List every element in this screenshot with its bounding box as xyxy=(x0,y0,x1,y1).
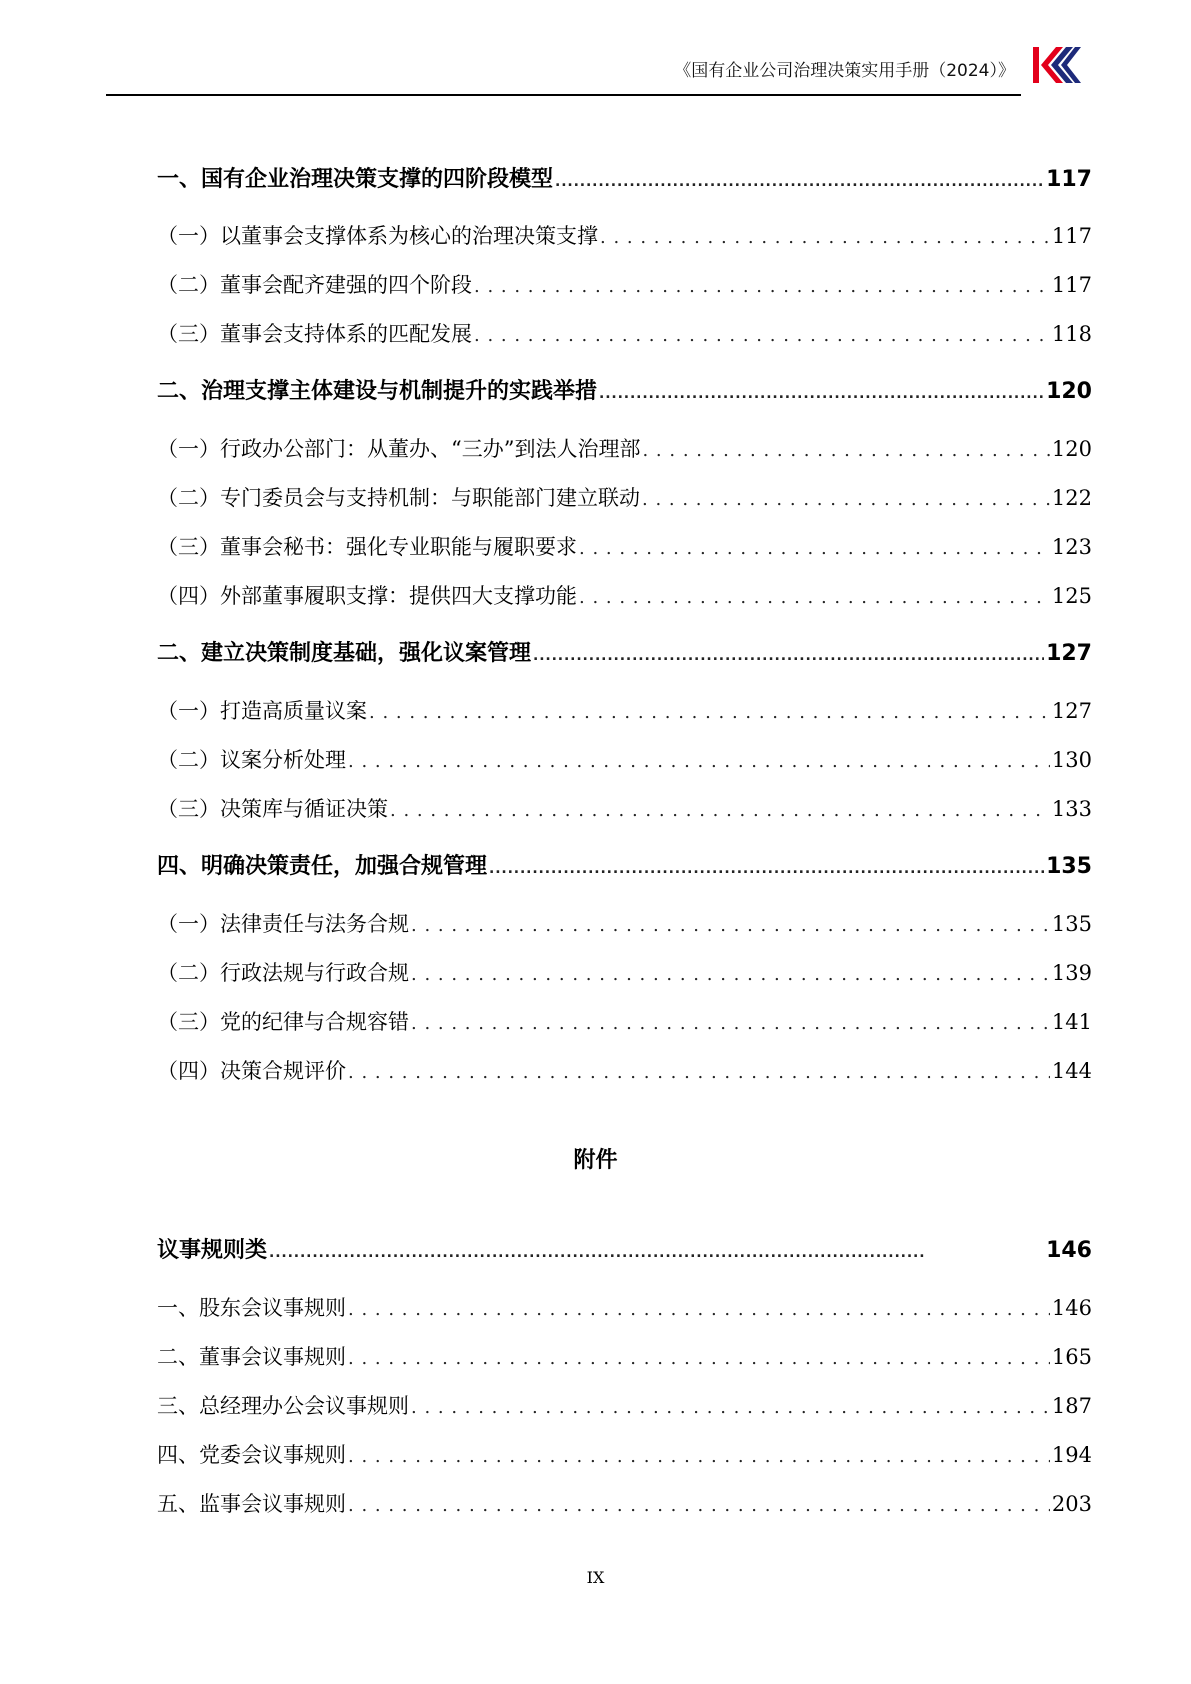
toc-entry-text: 二、董事会议事规则 xyxy=(157,1345,346,1369)
toc-leader-dots xyxy=(474,325,1050,346)
toc-leader-dots xyxy=(411,964,1050,985)
toc-leader-dots xyxy=(269,1245,1044,1261)
toc-leader-dots xyxy=(600,227,1050,248)
annex-entry[interactable] xyxy=(157,1390,1092,1420)
toc-leader-dots xyxy=(348,1446,1050,1467)
toc-entry-text: （二）专门委员会与支持机制：与职能部门建立联动 xyxy=(157,486,640,510)
toc-entry-page: 118 xyxy=(1051,322,1092,346)
toc-leader-dots xyxy=(579,538,1050,559)
toc-entry-text: （二）行政法规与行政合规 xyxy=(157,961,409,985)
toc-leader-dots xyxy=(369,702,1050,723)
toc-leader-dots xyxy=(411,915,1050,936)
toc-leader-dots xyxy=(348,751,1050,772)
toc-entry-page: 133 xyxy=(1051,797,1092,821)
logo-bar xyxy=(1033,47,1039,83)
toc-entry-page: 187 xyxy=(1051,1394,1092,1418)
running-header-title: 《国有企业公司治理决策实用手册（2024）》 xyxy=(674,61,1015,81)
toc-entry-page: 194 xyxy=(1051,1443,1092,1467)
toc-entry-section[interactable] xyxy=(157,793,1092,823)
toc-entry-page: 146 xyxy=(1046,1238,1092,1263)
toc-leader-dots xyxy=(411,1397,1050,1418)
toc-entry-section[interactable] xyxy=(157,695,1092,725)
toc-entry-section[interactable] xyxy=(157,1006,1092,1036)
toc-entry-text: 二、建立决策制度基础，强化议案管理 xyxy=(157,641,532,666)
toc-entry-text: 一、股东会议事规则 xyxy=(157,1296,346,1320)
toc-entry-text: 一、国有企业治理决策支撑的四阶段模型 xyxy=(157,167,554,192)
toc-entry-text: 议事规则类 xyxy=(157,1238,268,1263)
toc-entry-text: （四）外部董事履职支撑：提供四大支撑功能 xyxy=(157,584,577,608)
annex-entry[interactable] xyxy=(157,1488,1092,1518)
toc-entry-page: 117 xyxy=(1046,167,1092,192)
toc-entry-text: 五、监事会议事规则 xyxy=(157,1492,346,1516)
toc-entry-page: 130 xyxy=(1051,748,1092,772)
toc-entry-text: （一）行政办公部门：从董办、“三办”到法人治理部 xyxy=(157,437,641,461)
toc-entry-section[interactable] xyxy=(157,269,1092,299)
toc-entry-page: 127 xyxy=(1046,641,1092,666)
toc-entry-page: 165 xyxy=(1051,1345,1092,1369)
toc-entry-page: 139 xyxy=(1051,961,1092,985)
toc-entry-text: 二、治理支撑主体建设与机制提升的实践举措 xyxy=(157,379,598,404)
toc-entry-section[interactable] xyxy=(157,318,1092,348)
page-number: IX xyxy=(586,1568,605,1587)
toc-leader-dots xyxy=(348,1299,1050,1320)
toc-leader-dots xyxy=(348,1495,1050,1516)
toc-leader-dots xyxy=(474,276,1050,297)
toc-entry-text: 三、总经理办公会议事规则 xyxy=(157,1394,409,1418)
toc-entry-page: 135 xyxy=(1046,854,1092,879)
toc-entry-chapter[interactable] xyxy=(157,162,1092,193)
toc-entry-section[interactable] xyxy=(157,957,1092,987)
toc-entry-section[interactable] xyxy=(157,580,1092,610)
toc-entry-text: （三）董事会支持体系的匹配发展 xyxy=(157,322,472,346)
toc-entry-section[interactable] xyxy=(157,1055,1092,1085)
toc-entry-text: （三）董事会秘书：强化专业职能与履职要求 xyxy=(157,535,577,559)
annex-entry[interactable] xyxy=(157,1292,1092,1322)
toc-entry-text: （一）法律责任与法务合规 xyxy=(157,912,409,936)
toc-entry-chapter[interactable] xyxy=(157,374,1092,405)
toc-entry-page: 125 xyxy=(1051,584,1092,608)
toc-entry-page: 123 xyxy=(1051,535,1092,559)
toc-entry-page: 117 xyxy=(1051,224,1092,248)
toc-leader-dots xyxy=(390,800,1050,821)
toc-entry-page: 127 xyxy=(1051,699,1092,723)
toc-entry-section[interactable] xyxy=(157,433,1092,463)
toc-entry-section[interactable] xyxy=(157,220,1092,250)
toc-leader-dots xyxy=(411,1013,1050,1034)
toc-entry-text: （四）决策合规评价 xyxy=(157,1059,346,1083)
toc-entry-page: 120 xyxy=(1051,437,1092,461)
annex-entry[interactable] xyxy=(157,1439,1092,1469)
toc-leader-dots xyxy=(555,174,1044,190)
toc-entry-page: 117 xyxy=(1051,273,1092,297)
toc-entry-page: 203 xyxy=(1051,1492,1092,1516)
toc-entry-text: （二）董事会配齐建强的四个阶段 xyxy=(157,273,472,297)
toc-entry-section[interactable] xyxy=(157,482,1092,512)
toc-leader-dots xyxy=(348,1348,1050,1369)
toc-leader-dots xyxy=(642,440,1049,461)
toc-entry-section[interactable] xyxy=(157,744,1092,774)
toc-entry-section[interactable] xyxy=(157,531,1092,561)
toc-leader-dots xyxy=(642,489,1050,510)
header-rule xyxy=(106,94,1021,96)
toc-entry-page: 146 xyxy=(1051,1296,1092,1320)
toc-leader-dots xyxy=(579,587,1050,608)
publisher-logo xyxy=(1032,44,1082,86)
toc-entry-page: 120 xyxy=(1046,379,1092,404)
toc-entry-text: 四、党委会议事规则 xyxy=(157,1443,346,1467)
toc-entry-text: （三）决策库与循证决策 xyxy=(157,797,388,821)
toc-leader-dots xyxy=(533,648,1044,664)
toc-entry-text: （二）议案分析处理 xyxy=(157,748,346,772)
toc-entry-section[interactable] xyxy=(157,908,1092,938)
annex-entry-category[interactable] xyxy=(157,1233,1092,1264)
toc-entry-text: （一）打造高质量议案 xyxy=(157,699,367,723)
toc-entry-page: 122 xyxy=(1051,486,1092,510)
toc-entry-page: 141 xyxy=(1051,1010,1092,1034)
annex-heading: 附件 xyxy=(573,1148,618,1173)
toc-entry-page: 135 xyxy=(1051,912,1092,936)
toc-entry-text: 四、明确决策责任，加强合规管理 xyxy=(157,854,488,879)
toc-entry-page: 144 xyxy=(1051,1059,1092,1083)
annex-entry[interactable] xyxy=(157,1341,1092,1371)
toc-leader-dots xyxy=(489,861,1044,877)
toc-entry-text: （三）党的纪律与合规容错 xyxy=(157,1010,409,1034)
toc-leader-dots xyxy=(348,1062,1050,1083)
toc-entry-chapter[interactable] xyxy=(157,636,1092,667)
toc-entry-text: （一）以董事会支撑体系为核心的治理决策支撑 xyxy=(157,224,598,248)
toc-entry-chapter[interactable] xyxy=(157,849,1092,880)
toc-leader-dots xyxy=(599,386,1044,402)
